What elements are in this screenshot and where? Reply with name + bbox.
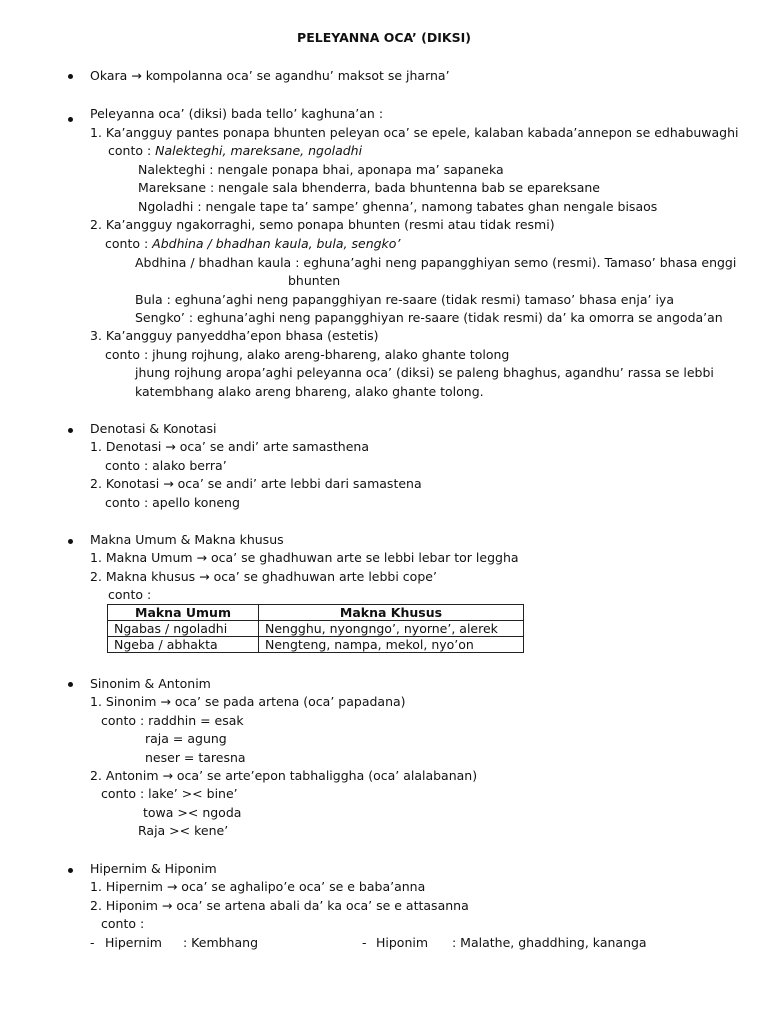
conto-line: conto : apello koneng <box>105 495 240 510</box>
section-heading-denotasi: Denotasi & Konotasi <box>90 421 217 436</box>
conto-line: conto : raddhin = esak <box>101 713 244 728</box>
hiponim-definition: 2. Hiponim → oca’ se artena abali da’ ka oca’ se e attasanna <box>90 898 469 913</box>
okara-definition: Okara → kompolanna oca’ se agandhu’ maksot se jharna’ <box>90 68 450 83</box>
sinonim-definition: 1. Sinonim → oca’ se pada artena (oca’ papadana) <box>90 694 406 709</box>
table-row <box>108 637 524 653</box>
example-sengko: Sengko’ : eghuna’aghi neng papangghiyan re-saare (tidak resmi) da’ ka omorra se angoda’an <box>135 310 723 325</box>
konotasi-definition: 2. Konotasi → oca’ se andi’ arte lebbi dari samastena <box>90 476 422 491</box>
table-header-row <box>108 605 524 621</box>
antonim-example: Raja >< kene’ <box>138 823 229 838</box>
hipernim-definition: 1. Hipernim → oca’ se aghalipo’e oca’ se e baba’anna <box>90 879 426 894</box>
section-heading-makna: Makna Umum & Makna khusus <box>90 532 284 547</box>
hiponim-value: : Malathe, ghaddhing, kananga <box>452 935 647 950</box>
bullet-icon <box>68 868 73 873</box>
diksi-point-1: 1. Ka’angguy pantes ponapa bhunten peleyan oca’ se epele, kalaban kabada’annepon se edhabuwaghi <box>90 125 739 140</box>
example-mareksane: Mareksane : nengale sala bhenderra, bada bhuntenna bab se epareksane <box>138 180 600 195</box>
bullet-icon <box>68 428 73 433</box>
table-row <box>108 621 524 637</box>
conto-line <box>108 143 362 159</box>
table-cell: Nengghu, nyongngo’, nyorne’, alerek <box>259 621 524 637</box>
example-ngoladhi: Ngoladhi : nengale tape ta’ sampe’ ghenna’, namong tabates ghan nengale bisaos <box>138 199 658 214</box>
example-nalekteghi: Nalekteghi : nengale ponapa bhai, aponapa ma’ sapaneka <box>138 162 504 177</box>
conto-line: conto : <box>108 587 152 602</box>
table-header: Makna Khusus <box>259 605 524 621</box>
example-estetis: jhung rojhung aropa’aghi peleyanna oca’ (diksi) se paleng bhaghus, agandhu’ rassa se lebbi <box>135 365 714 380</box>
makna-khusus-definition: 2. Makna khusus → oca’ se ghadhuwan arte lebbi cope’ <box>90 569 437 584</box>
antonim-definition: 2. Antonim → oca’ se arte’epon tabhaliggha (oca’ alalabanan) <box>90 768 478 783</box>
conto-line: conto : jhung rojhung, alako areng-bhareng, alako ghante tolong <box>105 347 510 362</box>
bullet-icon <box>68 74 73 79</box>
table-cell: Nengteng, nampa, mekol, nyo’on <box>259 637 524 653</box>
bullet-icon <box>68 539 73 544</box>
example-abdhina-cont: bhunten <box>288 273 341 288</box>
makna-umum-definition: 1. Makna Umum → oca’ se ghadhuwan arte se lebbi lebar tor leggha <box>90 550 519 565</box>
section-heading-hipernim: Hipernim & Hiponim <box>90 861 217 876</box>
conto-line: conto : lake’ >< bine’ <box>101 786 238 801</box>
sinonim-example: raja = agung <box>145 731 227 746</box>
bullet-icon <box>68 117 73 122</box>
conto-line: conto : <box>101 916 145 931</box>
section-heading-diksi: Peleyanna oca’ (diksi) bada tello’ kaghuna’an : <box>90 106 384 121</box>
hipernim-dash: - <box>90 935 95 950</box>
conto-line <box>105 236 400 252</box>
table-cell: Ngeba / abhakta <box>108 637 259 653</box>
conto-label: conto : <box>108 143 152 158</box>
conto-label: conto : <box>105 236 149 251</box>
page-title: PELEYANNA OCA’ (DIKSI) <box>297 30 471 45</box>
denotasi-definition: 1. Denotasi → oca’ se andi’ arte samasthena <box>90 439 369 454</box>
hiponim-dash: - <box>362 935 367 950</box>
conto-examples: Nalekteghi, mareksane, ngoladhi <box>155 143 363 158</box>
diksi-point-3: 3. Ka’angguy panyeddha’epon bhasa (estetis) <box>90 328 379 343</box>
example-bula: Bula : eghuna’aghi neng papangghiyan re-saare (tidak resmi) tamaso’ bhasa enja’ iya <box>135 292 674 307</box>
hipernim-value: : Kembhang <box>183 935 258 950</box>
example-estetis-cont: katembhang alako areng bhareng, alako ghante tolong. <box>135 384 484 399</box>
sinonim-example: neser = taresna <box>145 750 246 765</box>
conto-examples: Abdhina / bhadhan kaula, bula, sengko’ <box>152 236 401 251</box>
table-header: Makna Umum <box>108 605 259 621</box>
table-cell: Ngabas / ngoladhi <box>108 621 259 637</box>
bullet-icon <box>68 682 73 687</box>
antonim-example: towa >< ngoda <box>143 805 242 820</box>
conto-line: conto : alako berra’ <box>105 458 227 473</box>
example-abdhina: Abdhina / bhadhan kaula : eghuna’aghi neng papangghiyan semo (resmi). Tamaso’ bhasa enggi <box>135 255 737 270</box>
section-heading-sinonim: Sinonim & Antonim <box>90 676 211 691</box>
makna-table <box>107 604 524 653</box>
hiponim-label: Hiponim <box>376 935 429 950</box>
diksi-point-2: 2. Ka’angguy ngakorraghi, semo ponapa bhunten (resmi atau tidak resmi) <box>90 217 555 232</box>
hipernim-label: Hipernim <box>105 935 162 950</box>
